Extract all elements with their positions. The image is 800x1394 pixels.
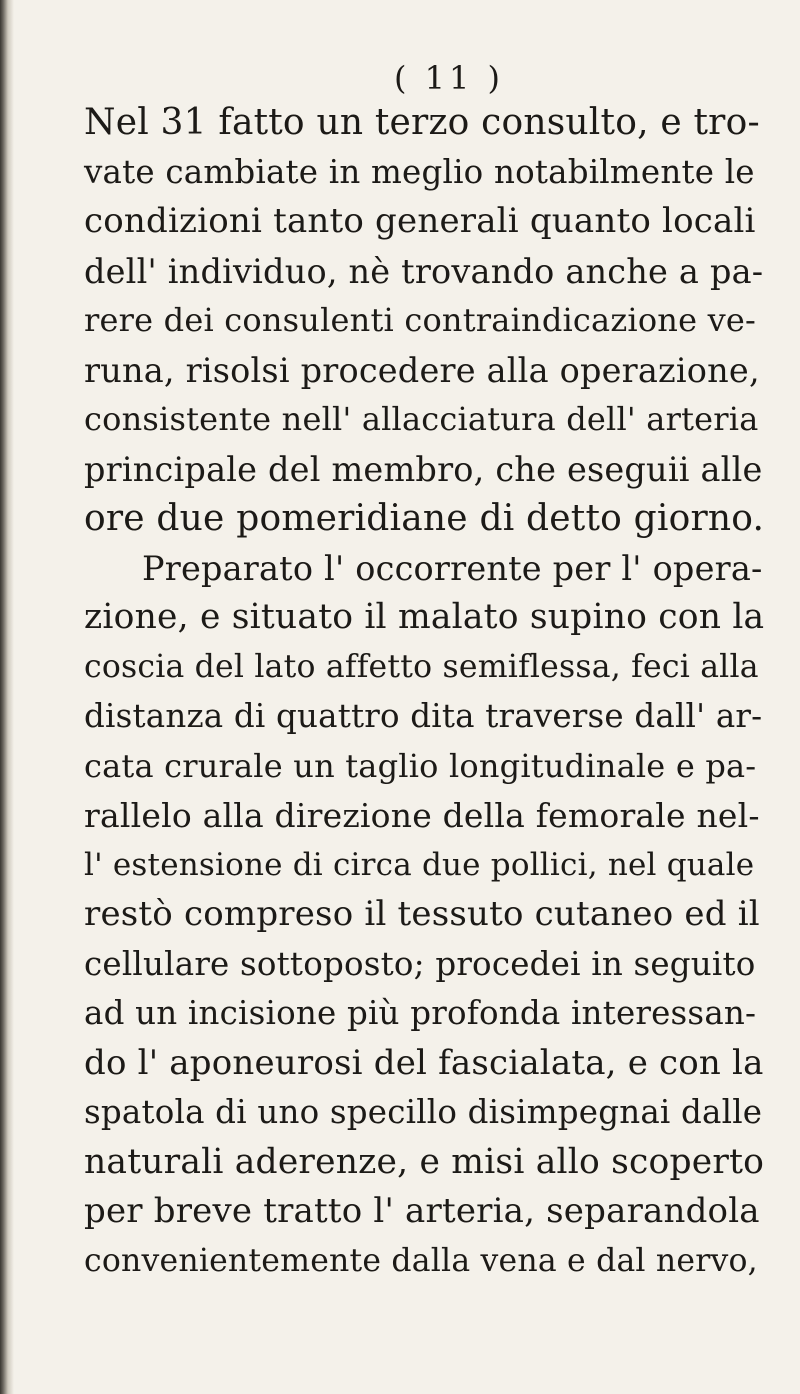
text-line: convenientemente dalla vena e dal nervo, <box>84 1242 758 1279</box>
text-line: coscia del lato affetto semiflessa, feci alla <box>84 648 759 685</box>
text-line: per breve tratto l' arteria, separandola <box>84 1191 760 1231</box>
text-line: Nel 31 fatto un terzo consulto, e tro- <box>84 102 760 143</box>
book-page <box>84 58 764 1286</box>
text-line: runa, risolsi procedere alla operazione, <box>84 350 760 390</box>
text-line: cellulare sottoposto; procedei in seguito <box>84 944 756 983</box>
text-line: ore due pomeridiane di detto giorno. <box>84 498 765 539</box>
text-line: l' estensione di circa due pollici, nel quale <box>84 846 755 883</box>
text-line: dell' individuo, nè trovando anche a pa- <box>84 251 764 291</box>
text-line: ad un incisione più profonda interessan- <box>84 994 757 1032</box>
text-line: restò compreso il tessuto cutaneo ed il <box>84 894 760 934</box>
text-line: do l' aponeurosi del fascialata, e con la <box>84 1042 764 1083</box>
page-binding-edge <box>0 0 14 1394</box>
text-line: spatola di uno specillo disimpegnai dalle <box>84 1093 763 1131</box>
text-line: Preparato l' occorrente per l' opera- <box>142 548 763 588</box>
text-line: principale del membro, che eseguii alle <box>84 449 763 489</box>
page-number: ( 11 ) <box>393 59 505 97</box>
text-line: cata crurale un taglio longitudinale e pa- <box>84 746 757 785</box>
text-line: rallelo alla direzione della femorale nel- <box>84 796 760 835</box>
text-line: consistente nell' allacciatura dell' arteria <box>84 400 759 438</box>
text-line: rere dei consulenti contraindicazione ve- <box>84 301 757 339</box>
text-line: vate cambiate in meglio notabilmente le <box>84 152 755 191</box>
page-text <box>84 98 764 1286</box>
text-line: condizioni tanto generali quanto locali <box>84 201 756 241</box>
text-line: zione, e situato il malato supino con la <box>84 597 765 637</box>
text-line: naturali aderenze, e misi allo scoperto <box>84 1141 765 1182</box>
text-line: distanza di quattro dita traverse dall' ar- <box>84 697 763 735</box>
